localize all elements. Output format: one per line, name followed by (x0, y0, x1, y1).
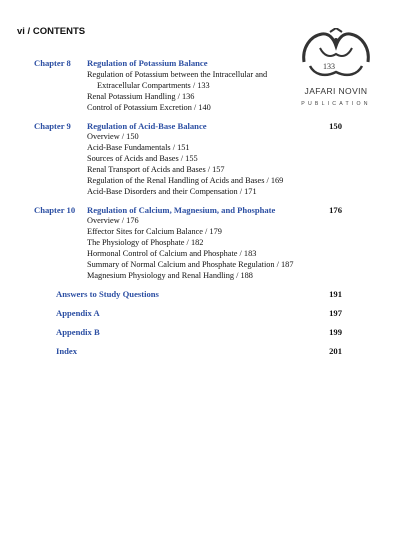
toc-section[interactable]: Acid-Base Fundamentals / 151 (87, 143, 190, 152)
toc-section[interactable]: Acid-Base Disorders and their Compensation / 171 (87, 187, 257, 196)
toc-section[interactable]: Effector Sites for Calcium Balance / 179 (87, 227, 222, 236)
toc-section[interactable]: Regulation of the Renal Handling of Acids and Bases / 169 (87, 176, 284, 185)
toc-section[interactable]: Summary of Normal Calcium and Phosphate Regulation / 187 (87, 260, 294, 269)
publisher-subtitle: PUBLICATION (301, 101, 371, 107)
logo-overlap-page-number: 133 (323, 62, 335, 71)
chapter-10-label[interactable]: Chapter 10 (34, 205, 76, 215)
answers-to-study-questions-link[interactable]: Answers to Study Questions (56, 289, 159, 299)
toc-section[interactable]: Sources of Acids and Bases / 155 (87, 154, 198, 163)
index-page: 201 (329, 346, 342, 356)
toc-section[interactable]: Renal Transport of Acids and Bases / 157 (87, 165, 225, 174)
appendix-a-link[interactable]: Appendix A (56, 308, 100, 318)
chapter-8-label[interactable]: Chapter 8 (34, 58, 71, 68)
toc-section[interactable]: Hormonal Control of Calcium and Phosphate / 183 (87, 249, 257, 258)
chapter-9-title[interactable]: Regulation of Acid-Base Balance (87, 121, 207, 131)
toc-section[interactable]: Overview / 176 (87, 216, 139, 225)
chapter-9-label[interactable]: Chapter 9 (34, 121, 71, 131)
chapter-10-title[interactable]: Regulation of Calcium, Magnesium, and Phosphate (87, 205, 276, 215)
publisher-logo (282, 28, 390, 128)
appendix-b-link[interactable]: Appendix B (56, 327, 100, 337)
publisher-logo-emblem-icon (300, 28, 372, 86)
chapter-10-page: 176 (329, 205, 342, 215)
toc-section[interactable]: Extracellular Compartments / 133 (97, 81, 210, 90)
running-head: vi / CONTENTS (17, 26, 86, 37)
toc-section[interactable]: Control of Potassium Excretion / 140 (87, 103, 211, 112)
publisher-name: JAFARI NOVIN (304, 86, 368, 96)
toc-section[interactable]: Overview / 150 (87, 132, 139, 141)
answers-page: 191 (329, 289, 342, 299)
toc-section[interactable]: The Physiology of Phosphate / 182 (87, 238, 204, 247)
appendix-a-page: 197 (329, 308, 342, 318)
toc-section[interactable]: Renal Potassium Handling / 136 (87, 92, 195, 101)
appendix-b-page: 199 (329, 327, 342, 337)
toc-section[interactable]: Regulation of Potassium between the Intracellular and (87, 70, 268, 79)
chapter-9-page: 150 (329, 121, 342, 131)
index-link[interactable]: Index (56, 346, 78, 356)
chapter-8-title[interactable]: Regulation of Potassium Balance (87, 58, 208, 68)
toc-section[interactable]: Magnesium Physiology and Renal Handling / 188 (87, 271, 253, 280)
